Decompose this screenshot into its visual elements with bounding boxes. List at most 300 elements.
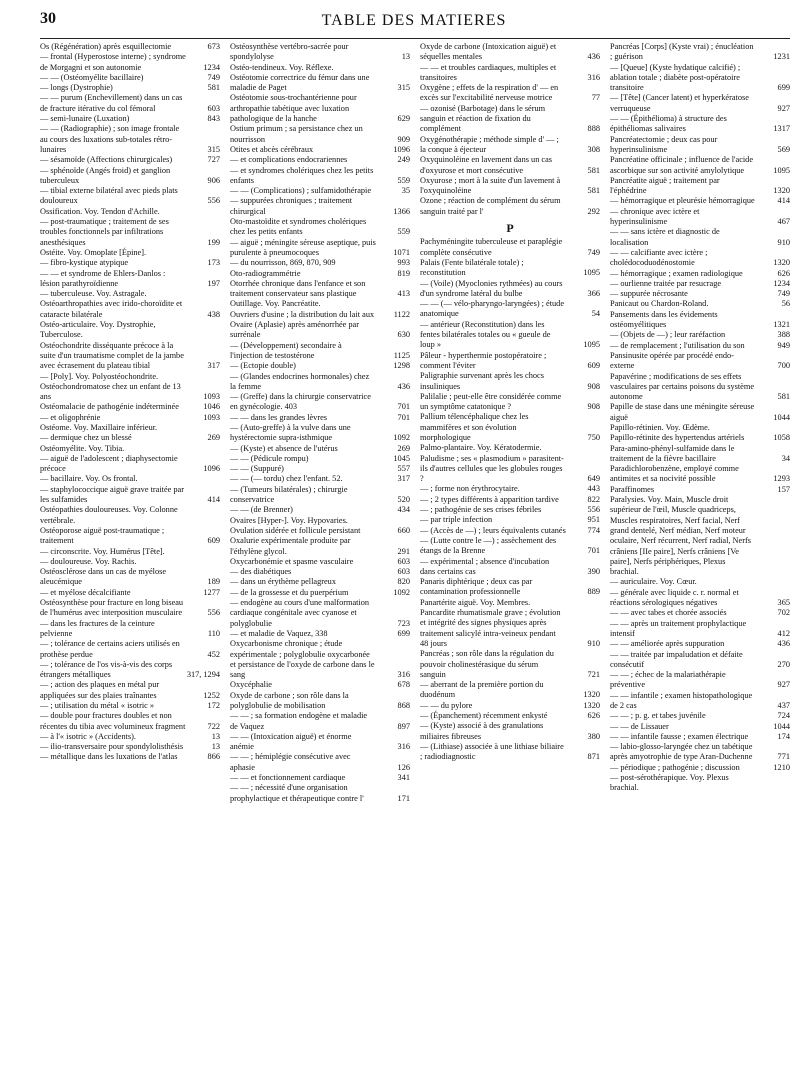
- entry-page: 556: [207, 196, 220, 206]
- entry-text: — (Accès de —) ; leurs équivalents cutanés: [420, 525, 566, 535]
- index-column-3: [420, 42, 600, 1074]
- index-entry: [230, 629, 410, 639]
- index-entry: [610, 763, 790, 773]
- entry-text: Pansinusite opérée par procédé endo-externe: [610, 350, 734, 371]
- index-entry: [230, 577, 410, 587]
- entry-page: 126: [397, 762, 410, 772]
- index-entry: [40, 526, 220, 547]
- entry-text: — — et troubles cardiaques, multiples et transitoires: [420, 62, 557, 82]
- entry-page: 1320: [773, 258, 790, 268]
- entry-text: — et syndromes cholériques chez les petits enfants: [230, 165, 374, 185]
- index-entry: [40, 567, 220, 588]
- index-entry: [230, 454, 410, 464]
- entry-page: 1092: [393, 587, 410, 597]
- header-rule: [40, 38, 790, 39]
- entry-text: Ostéo-tendineux. Voy. Réflexe.: [230, 62, 334, 72]
- entry-page: 750: [587, 432, 600, 442]
- index-entry: [230, 166, 410, 187]
- index-entry: [230, 155, 410, 165]
- index-entry: [420, 155, 600, 176]
- entry-text: Oxyquinoléine en lavement dans un cas d'oxyurose et mort consécutive: [420, 155, 553, 175]
- index-entry: [40, 752, 220, 762]
- index-entry: [230, 557, 410, 567]
- index-entry: [420, 701, 600, 711]
- index-entry: [40, 93, 220, 114]
- entry-text: Ostéomyélite. Voy. Tibia.: [40, 443, 125, 453]
- index-entry: [610, 444, 790, 465]
- entry-page: 317: [207, 361, 220, 371]
- entry-page: 557: [397, 464, 410, 474]
- entry-text: — — et syndrome de Ehlers-Danlos : lésion parathyroïdienne: [40, 268, 166, 288]
- index-entry: [230, 444, 410, 454]
- entry-text: — circonscrite. Voy. Humérus [Tête].: [40, 546, 165, 556]
- entry-page: 1045: [393, 453, 410, 463]
- entry-text: Ouvriers d'usine ; la distribution du lait aux: [230, 309, 375, 319]
- index-entry: [610, 279, 790, 289]
- entry-page: 629: [397, 114, 410, 124]
- entry-page: 569: [777, 144, 790, 154]
- entry-text: — double pour fractures doubles et non récentes du tibia avec volumineux fragment: [40, 711, 186, 731]
- entry-text: — — purum (Enchevillement) dans un cas de fracture itérative du col fémoral: [40, 93, 183, 113]
- index-entry: [230, 269, 410, 279]
- entry-page: 1317: [773, 124, 790, 134]
- entry-text: Palilalie ; peut-elle être considérée comme un symptôme catatonique ?: [420, 391, 562, 412]
- entry-page: 315: [207, 144, 220, 154]
- entry-text: — (Développement) secondaire à l'injection de testostérone: [230, 340, 342, 360]
- index-entry: [40, 598, 220, 619]
- entry-text: Para-amino-phényl-sulfamide dans le traitement de la fièvre bacillaire: [610, 443, 735, 463]
- entry-page: 727: [207, 155, 220, 165]
- entry-page: 308: [587, 144, 600, 154]
- entry-page: 1095: [583, 268, 600, 278]
- index-entry: [420, 526, 600, 536]
- entry-text: — — calcifiante avec ictère ; cholédocoduodénostomie: [610, 247, 708, 268]
- entry-page: 556: [587, 505, 600, 515]
- index-columns: [40, 42, 792, 1074]
- index-entry: [610, 619, 790, 640]
- entry-text: Pâleur - hyperthermie postopératoire ; comment l'éviter: [420, 350, 547, 370]
- index-entry: [610, 464, 790, 485]
- entry-text: — post-sérothérapique. Voy. Plexus brachial.: [610, 773, 729, 793]
- entry-text: Ostéoporose aiguë post-traumatique ; traitement: [40, 525, 165, 546]
- entry-page: 581: [587, 186, 600, 196]
- page-header: [40, 10, 788, 36]
- entry-text: Papille de stase dans une méningite séreuse aiguë: [610, 402, 755, 422]
- index-entry: [230, 680, 410, 690]
- entry-text: — (Objets de —) ; leur raréfaction: [610, 330, 726, 340]
- entry-text: Oxycarbonisme chronique ; étude expérimentale ; polyglobulie oxycarbonée et persistance de l'oxyde de carbone dans le sang: [230, 639, 375, 680]
- index-entry: [40, 217, 220, 248]
- index-entry: [230, 186, 410, 196]
- index-entry: [230, 217, 410, 238]
- entry-text: — générale avec liquide c. r. normal et réactions sérologiques négatives: [610, 587, 739, 608]
- index-entry: [230, 258, 410, 268]
- entry-page: 341: [397, 773, 410, 783]
- entry-page: 365: [777, 598, 790, 608]
- index-entry: [610, 588, 790, 609]
- entry-text: — — ; échec de la malariathérapie préventive: [610, 670, 726, 690]
- entry-text: Ostium primum ; sa persistance chez un nourrisson: [230, 124, 363, 144]
- entry-text: Papillo-rétinien. Voy. Œdème.: [610, 422, 710, 432]
- index-entry: [420, 299, 600, 320]
- index-entry: [610, 341, 790, 351]
- index-entry: [40, 207, 220, 217]
- index-entry: [610, 372, 790, 403]
- entry-text: Ostéopathies douloureuses. Voy. Colonne vertébrale.: [40, 505, 178, 525]
- entry-text: Palmo-plantaire. Voy. Kératodermie.: [420, 443, 542, 453]
- entry-page: 452: [207, 649, 220, 659]
- entry-text: — — infantile fausse ; examen électrique: [610, 731, 749, 741]
- entry-text: — staphylococcique aiguë grave traitée par les sulfamides: [40, 484, 184, 505]
- index-entry: [610, 711, 790, 721]
- index-entry: [420, 484, 600, 494]
- entry-page: 173: [207, 258, 220, 268]
- entry-page: 414: [207, 495, 220, 505]
- entry-text: — — (— vélo-pharyngo-laryngées) ; étude anatomique: [420, 299, 564, 319]
- entry-page: 437: [777, 701, 790, 710]
- entry-page: 993: [397, 258, 410, 268]
- entry-page: 1096: [203, 464, 220, 474]
- index-entry: [420, 454, 600, 485]
- index-entry: [230, 783, 410, 804]
- index-entry: [420, 557, 600, 578]
- index-entry: [230, 145, 410, 155]
- entry-text: — et myélose décalcifiante: [40, 587, 131, 597]
- index-entry: [420, 505, 600, 515]
- index-entry: [230, 413, 410, 423]
- entry-page: 412: [777, 628, 790, 638]
- entry-page: 199: [207, 237, 220, 247]
- entry-page: 1046: [203, 402, 220, 412]
- index-entry: [610, 289, 790, 299]
- index-entry: [40, 124, 220, 155]
- entry-text: — — (Ostéomyélite bacillaire): [40, 72, 144, 82]
- entry-text: — fibro-kystique atypique: [40, 258, 129, 268]
- index-entry: [610, 577, 790, 587]
- index-entry: [610, 135, 790, 156]
- entry-text: Ostéosclérose dans un cas de myélose aleucémique: [40, 567, 167, 587]
- entry-page: 722: [207, 721, 220, 731]
- entry-page: 1298: [393, 361, 410, 371]
- index-entry: [610, 351, 790, 372]
- index-entry: [230, 526, 410, 536]
- entry-page: 889: [587, 587, 600, 597]
- index-entry: [610, 722, 790, 732]
- entry-text: — ; 2 types différents à apparition tardive: [420, 494, 559, 504]
- index-entry: [610, 63, 790, 94]
- entry-text: — des diabétiques: [230, 567, 292, 577]
- index-entry: [40, 186, 220, 207]
- index-entry: [40, 341, 220, 372]
- entry-text: — dermique chez un blessé: [40, 433, 132, 443]
- index-entry: [230, 773, 410, 783]
- index-entry: [230, 299, 410, 309]
- entry-page: 34: [781, 453, 790, 463]
- entry-text: Ostéoarthropathies avec irido-choroïdite et cataracte bilatérale: [40, 299, 183, 319]
- index-entry: [230, 639, 410, 680]
- entry-page: 673: [207, 42, 220, 51]
- index-entry: [610, 639, 790, 649]
- entry-text: Oxycarbonémie et spasme vasculaire: [230, 556, 354, 566]
- entry-page: 626: [777, 268, 790, 278]
- entry-text: Panicaut ou Chardon-Roland.: [610, 299, 709, 309]
- index-entry: [230, 423, 410, 444]
- entry-text: — aiguë ; méningite séreuse aseptique, puis purulente à pneumocoques: [230, 237, 376, 257]
- index-entry: [610, 485, 790, 495]
- index-column-4: [610, 42, 790, 1074]
- entry-page: 927: [777, 680, 790, 690]
- entry-text: Otorrhée chronique dans l'enfance et son traitement conservateur sans plastique: [230, 278, 366, 299]
- entry-page: 701: [587, 546, 600, 556]
- entry-text: — (Kyste) associé à des granulations miliaires fibreuses: [420, 721, 544, 741]
- entry-page: 388: [777, 330, 790, 340]
- entry-page: 559: [397, 175, 410, 185]
- entry-text: — — après un traitement prophylactique intensif: [610, 618, 747, 638]
- entry-page: 1096: [393, 144, 410, 154]
- index-entry: [40, 289, 220, 299]
- entry-page: 270: [777, 659, 790, 669]
- index-entry: [230, 42, 410, 63]
- entry-page: 438: [207, 309, 220, 319]
- index-column-1: [40, 42, 220, 1074]
- entry-text: Oxycéphalie: [230, 680, 272, 690]
- entry-text: — ourlienne traitée par resucrage: [610, 278, 722, 288]
- entry-text: Papillo-rétinite des hypertendus artériels: [610, 433, 745, 443]
- entry-text: Ostéochondromatose chez un enfant de 13 ans: [40, 381, 181, 402]
- entry-page: 1095: [583, 340, 600, 350]
- index-entry: [230, 310, 410, 320]
- entry-page: 910: [587, 638, 600, 648]
- entry-page: 1234: [773, 278, 790, 288]
- entry-text: Paligraphie survenant après les chocs insuliniques: [420, 371, 544, 391]
- entry-page: 866: [207, 752, 220, 762]
- entry-text: — — ; hémiplégie consécutive avec aphasie: [230, 752, 351, 772]
- entry-text: — aiguë de l'adolescent ; diaphysectomie précoce: [40, 453, 178, 474]
- entry-page: 436: [587, 52, 600, 62]
- entry-page: 559: [397, 227, 410, 237]
- entry-text: — (Voile) (Myoclonies rythmées) au cours d'un syndrome latéral du bulbe: [420, 278, 563, 298]
- entry-page: 174: [777, 731, 790, 741]
- index-entry: [610, 269, 790, 279]
- entry-page: 1293: [773, 474, 790, 484]
- index-entry: [230, 485, 410, 506]
- entry-text: Oxygénothérapie ; méthode simple d' — ; la conque à éjecteur: [420, 134, 559, 154]
- index-entry: [610, 207, 790, 228]
- index-entry: [420, 443, 600, 453]
- index-entry: [230, 505, 410, 515]
- entry-page: 157: [777, 484, 790, 494]
- entry-page: 649: [587, 474, 600, 484]
- entry-page: 1366: [393, 206, 410, 216]
- entry-page: 292: [587, 206, 600, 216]
- index-entry: [40, 269, 220, 290]
- section-letter: P: [506, 221, 514, 236]
- entry-text: — — (Suppuré): [230, 464, 284, 474]
- entry-text: — — du pylore: [420, 700, 473, 710]
- entry-text: — (Épanchement) récemment enkysté: [420, 711, 548, 720]
- entry-text: — — traitée par impaludation et défaite consécutif: [610, 649, 743, 669]
- entry-text: — semi-lunaire (Luxation): [40, 114, 130, 124]
- entry-page: 54: [591, 309, 600, 319]
- index-entry: [230, 124, 410, 145]
- entry-page: 77: [591, 93, 600, 103]
- index-entry: [420, 680, 600, 701]
- entry-page: 678: [397, 680, 410, 690]
- entry-page: 820: [397, 577, 410, 587]
- index-entry: [40, 83, 220, 93]
- entry-page: 626: [587, 711, 600, 720]
- entry-text: Pansements dans les évidements ostéomyélitiques: [610, 309, 718, 330]
- entry-page: 1093: [203, 392, 220, 402]
- entry-page: 721: [587, 669, 600, 679]
- entry-text: — [Poly]. Voy. Polyostéochondrite.: [40, 371, 159, 381]
- entry-page: 927: [777, 103, 790, 113]
- index-entry: [40, 639, 220, 660]
- entry-page: 699: [397, 628, 410, 638]
- entry-text: — — sans ictère et diagnostic de localisation: [610, 227, 720, 247]
- index-entry: [420, 63, 600, 84]
- entry-text: — du nourrisson, 869, 870, 909: [230, 258, 336, 268]
- index-entry: [40, 660, 220, 681]
- index-entry: [40, 454, 220, 475]
- entry-page: 1093: [203, 412, 220, 422]
- entry-text: — — améliorée après suppuration: [610, 639, 725, 649]
- index-entry: [40, 155, 220, 165]
- entry-page: 723: [397, 618, 410, 628]
- entry-text: — (Kyste) et absence de l'utérus: [230, 443, 338, 453]
- index-entry: [40, 258, 220, 268]
- entry-text: — ; tolérance de l'os vis-à-vis des corps étrangers métalliques: [40, 659, 173, 680]
- entry-page: 390: [587, 566, 600, 576]
- entry-page: 1058: [773, 433, 790, 443]
- entry-page: 581: [587, 165, 600, 175]
- entry-text: — — avec tabes et chorée associés: [610, 608, 727, 618]
- entry-text: — et oligophrénie: [40, 412, 101, 422]
- entry-page: 906: [207, 175, 220, 185]
- index-entry: [610, 670, 790, 691]
- index-entry: [230, 732, 410, 753]
- index-entry: [40, 701, 220, 711]
- entry-text: Panartérite aiguë. Voy. Membres.: [420, 597, 531, 607]
- entry-text: Papavérine ; modifications de ses effets vasculaires par certains poisons du système autonome: [610, 371, 755, 402]
- index-entry: [40, 372, 220, 382]
- index-entry: [230, 341, 410, 362]
- entry-text: — suppurées chroniques ; traitement chirurgical: [230, 196, 353, 216]
- entry-text: — hémorragique ; examen radiologique: [610, 268, 743, 278]
- entry-page: 467: [777, 217, 790, 227]
- entry-text: Oxalurie expérimentale produite par l'éthylène glycol.: [230, 536, 351, 556]
- entry-page: 556: [207, 608, 220, 618]
- index-entry: [40, 52, 220, 73]
- index-entry: [230, 361, 410, 371]
- entry-page: 13: [401, 52, 410, 62]
- entry-text: — — (Radiographie) ; son image frontale au cours des luxations sub-totales rétro-lunaires: [40, 124, 180, 154]
- entry-text: — (Glandes endocrines hormonales) chez la femme: [230, 371, 370, 391]
- index-entry: [230, 320, 410, 341]
- entry-text: — douloureuse. Voy. Rachis.: [40, 556, 137, 566]
- index-entry: [230, 279, 410, 300]
- entry-text: — aberrant de la première portion du duodénum: [420, 680, 544, 700]
- entry-page: 699: [777, 83, 790, 93]
- entry-text: — post-traumatique ; traitement de ses troubles fonctionnels par infiltrations anesthésiques: [40, 217, 169, 247]
- entry-text: Pancardite rhumatismale grave ; évolution et intégrité des signes physiques après traitement salicylé intra-veineux pendant 48 jours: [420, 608, 561, 648]
- index-entry: [230, 691, 410, 712]
- index-entry: [420, 608, 600, 649]
- entry-page: 291: [397, 546, 410, 556]
- entry-text: Ostéite. Voy. Omoplate [Épine].: [40, 247, 147, 257]
- index-entry: [420, 351, 600, 372]
- entry-text: — périodique ; pathogénie ; discussion: [610, 762, 740, 772]
- entry-page: 660: [397, 525, 410, 535]
- entry-text: Outillage. Voy. Pancréatite.: [230, 299, 321, 309]
- entry-text: — — et fonctionnement cardiaque: [230, 773, 346, 783]
- entry-text: Oxyde de carbone ; son rôle dans la polyglobulie de mobilisation: [230, 690, 349, 710]
- entry-page: 1252: [203, 690, 220, 700]
- entry-page: 822: [587, 494, 600, 504]
- entry-text: Ostéosynthèse pour fracture en long biseau de l'humérus avec interposition musculaire: [40, 598, 184, 618]
- index-entry: [230, 464, 410, 474]
- index-entry: [420, 536, 600, 557]
- index-entry: [420, 104, 600, 135]
- entry-page: 413: [397, 289, 410, 299]
- entry-page: 366: [587, 288, 600, 298]
- entry-page: 269: [207, 433, 220, 443]
- entry-page: 110: [207, 628, 220, 638]
- index-entry: [40, 423, 220, 433]
- index-entry: [420, 742, 600, 763]
- entry-text: Palais (Fente bilatérale totale) ; reconstitution: [420, 257, 524, 278]
- entry-page: 1210: [773, 762, 790, 772]
- entry-page: 701: [397, 402, 410, 412]
- entry-page: 1044: [773, 721, 790, 731]
- entry-text: Ossification. Voy. Tendon d'Achille.: [40, 206, 160, 216]
- entry-text: Ostéochondrite disséquante précoce à la suite d'un traumatisme complet de la jambe avec écrasement du plateau tibial: [40, 340, 184, 371]
- index-entry: [230, 474, 410, 484]
- entry-text: — — (Épithélioma) à structure des épithéliomas salivaires: [610, 114, 727, 134]
- entry-text: — sésamoïde (Affections chirurgicales): [40, 155, 173, 165]
- index-entry: [420, 83, 600, 104]
- index-entry: [230, 392, 410, 413]
- entry-page: 630: [397, 330, 410, 340]
- entry-text: — auriculaire. Voy. Cœur.: [610, 577, 697, 587]
- entry-text: — (Lutte contre le —) ; assèchement des étangs de la Brenne: [420, 535, 557, 556]
- index-entry: [610, 114, 790, 135]
- entry-page: 315: [397, 83, 410, 93]
- entry-text: Oto-radiogrammétrie: [230, 268, 301, 278]
- entry-page: 269: [397, 443, 410, 453]
- entry-text: — suppurée nécrosante: [610, 289, 688, 299]
- entry-page: 603: [397, 567, 410, 577]
- entry-text: Panaris diphtérique ; deux cas par contamination professionnelle: [420, 577, 533, 597]
- entry-text: — — ; nécessité d'une organisation prophylactique et thérapeutique contre l': [230, 783, 364, 803]
- entry-page: 317: [397, 474, 410, 484]
- index-entry: [610, 155, 790, 176]
- entry-text: — à l'« isotric » (Accidents).: [40, 731, 136, 741]
- entry-text: — — de Lissauer: [610, 721, 669, 731]
- index-entry: [610, 330, 790, 340]
- entry-page: 316: [397, 670, 410, 680]
- entry-text: Ovulation sidérée et follicule persistant: [230, 525, 361, 535]
- entry-page: 951: [587, 515, 600, 525]
- entry-text: — — infantile ; examen histopathologique de 2 cas: [610, 690, 753, 710]
- entry-text: — hémorragique et pleurésie hémorragique: [610, 196, 755, 206]
- index-entry: [40, 73, 220, 83]
- index-entry: [420, 237, 600, 258]
- index-entry: [40, 680, 220, 701]
- index-entry: [420, 392, 600, 413]
- entry-text: — tuberculeuse. Voy. Astragale.: [40, 289, 147, 299]
- entry-page: 908: [587, 381, 600, 391]
